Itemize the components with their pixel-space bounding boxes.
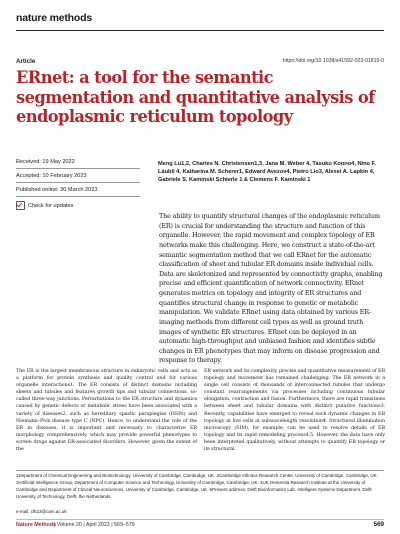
check-updates-label: Check for updates	[28, 202, 74, 209]
received-date: Received: 19 May 2022	[16, 159, 75, 165]
abstract: The ability to quantify structural changes of the endoplasmic reticulum (ER) is crucial for understanding the structure and function of this organelle. However, the rapid movement and complex topology of ER networks make this challenging. Here, we construct a state-of-the-art semantic segmentation method that we call ERnet for the automatic classification of sheet and tubular ER domains inside individual cells. Data are skeletonized and represented by connectivity graphs, enabling precise and efficient quantification of network connectivity. ERnet generates metrics on topology and integrity of ER structures and quantifies structural change in response to genetic or metabolic manipulation. We validate ERnet using data obtained by various ER-imaging methods from different cell types as well as ground truth images of synthetic ER structures. ERnet can be deployed in an automatic high-throughput and unbiased fashion and identifies subtle changes in ER phenotypes that may inform on disease progression and response to therapy.	[159, 212, 383, 365]
doi-link[interactable]: https://doi.org/10.1038/s41592-023-01815-0	[282, 58, 384, 64]
meta-divider	[16, 168, 140, 169]
meta-divider	[16, 182, 140, 183]
article-type-label: Article	[16, 58, 36, 65]
footer-rule	[16, 519, 384, 520]
footer-journal: Nature Methods	[16, 522, 57, 528]
accepted-date: Accepted: 10 February 2023	[16, 173, 87, 179]
meta-divider	[16, 196, 140, 197]
article-title: ERnet: a tool for the semantic segmentation and quantitative analysis of endoplasmic reticulum topology	[16, 68, 375, 126]
body-text-right: ER network and its complexity, precise and quantitative measurement of ER topology and movement has remained challenging. The ER network in a single cell consists of thousands of interconnected tubules that undergo constant rearrangements via processes including continuous tubular elongation, contraction and fusion. Furthermore, there are rapid transitions between sheet and tubular domains with distinct putative functions3. Recently, capabilities have emerged to reveal such dynamic changes in ER topology in live cells at subwavelength resolution4. Structured illumination microscopy (SIM), for example, can be used to resolve details of ER topology and its rapid remodeling process4,5. However, the data have only been interpreted qualitatively, without attempts to quantify ER topology or its structural	[204, 368, 385, 453]
journal-name: nature methods	[16, 12, 92, 24]
published-date: Published online: 30 March 2023	[16, 187, 98, 193]
affiliations: 1Department of Chemical Engineering and Biotechnology, University of Cambridge, Cambridge, UK. 2Cambridge Infinitus Research Center, University of Cambridge, Cambridge, UK. 3Artificial Intelligence Group, Department of Computer Science and Technology, University of Cambridge, Cambridge, UK. 4UK Dementia Research Institute at the University of Cambridge and Department of Clinical Neurosciences, University of Cambridge, Cambridge, UK. 5Present address: Delft Bioinformatics Lab, Intelligent Systems Department, Delft University of Technology, Delft, the Netherlands.	[16, 473, 378, 499]
check-updates-icon	[16, 201, 25, 210]
check-updates-button[interactable]	[16, 201, 73, 210]
body-text-left: The ER is the largest membranous structure in eukaryotic cells and acts as a platform for protein synthesis and quality control and for various organelle interactions1. The ER consists of distinct domains including sheets and tubules and features growth tips and tubular connections, so-called three-way junctions. Perturbations to the ER structure and dynamics caused by genetic defects or metabolic stress have been associated with a variety of diseases2, such as hereditary spastic paraplegias (HSPs) and Niemann–Pick disease type C (NPC). Hence, to understand the role of the ER in diseases, it is important and necessary to characterize ER morphology comprehensively, which may provide powerful phenotypes to screen drugs against ER-associated disorders. However, given the extent of the	[16, 368, 197, 453]
header-rule	[16, 30, 384, 31]
footer-volume: | Volume 20 | April 2023 | 569–579	[54, 522, 135, 528]
page-number: 569	[373, 521, 384, 528]
corresponding-email[interactable]: e-mail: cfk23@cam.ac.uk	[16, 509, 67, 514]
footnote-rule	[16, 470, 384, 471]
author-list: Meng Lu1,2, Charles N. Christensen1,3, Jana M. Weber 4, Tasuku Konno4, Nino F. Läubli 4, Katharina M. Scherer1, Edward Avezov4, Pietro Lio3, Alexei A. Lapkin 4, Gabriele S. Kaminski Schierle 1 & Clemens F. Kaminski 1	[158, 161, 376, 184]
